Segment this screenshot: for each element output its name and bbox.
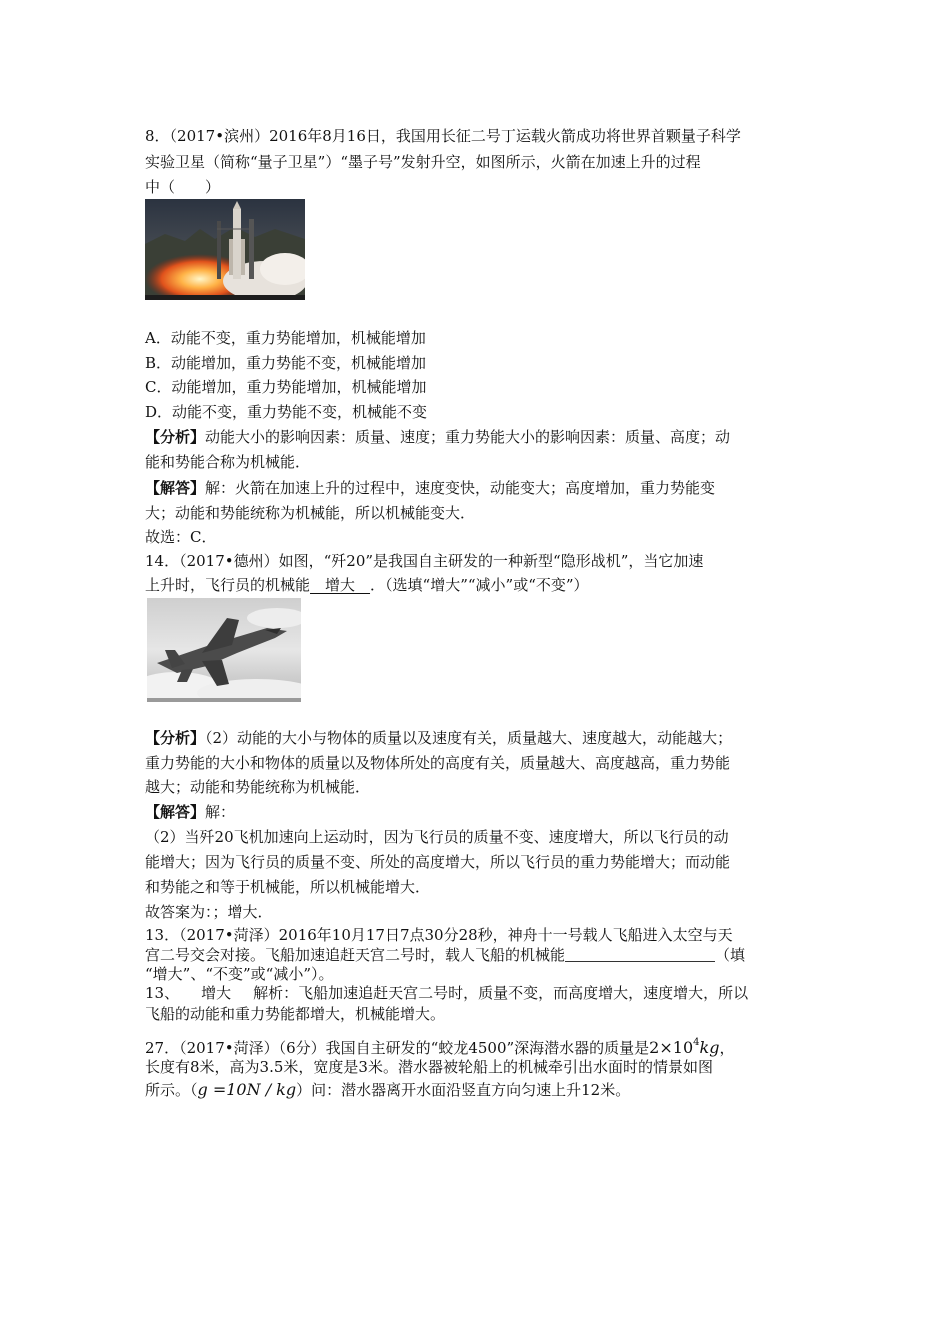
q27-line-3: [145, 1079, 630, 1101]
q14-analysis-line-2: 重力势能的大小和物体的质量以及物体所处的高度有关，质量越大、高度越高，重力势能: [145, 754, 731, 772]
q14-analysis-tag: 【分析】: [145, 729, 206, 747]
q27-line-1-post: ，: [719, 1039, 735, 1057]
q27-mass-exponent: 4: [693, 1037, 700, 1048]
q13-answer-explanation: 解析：飞船加速追赶天宫二号时，质量不变，而高度增大，速度增大，所以: [253, 984, 749, 1002]
q14-line-2-post: ．（选填“增大”“减小”或“不变”）: [370, 576, 589, 594]
q14-answer-line-1: （2）当歼20飞机加速向上运动时，因为飞行员的质量不变、速度增大，所以飞行员的动: [145, 828, 729, 846]
rocket-launch-image: [145, 199, 305, 300]
q27-line-2: 长度有8米，高为3.5米，宽度是3米。潜水器被轮船上的机械牵引出水面时的情景如图: [145, 1058, 713, 1076]
q8-analysis-text: 动能大小的影响因素：质量、速度；重力势能大小的影响因素：质量、高度；动: [205, 428, 731, 446]
q14-answer-blank: 增大: [310, 576, 371, 594]
q13-line-1: 13．（2017•菏泽）2016年10月17日7点30分28秒，神舟十一号载人飞船进入太空与天: [145, 926, 733, 944]
q8-analysis-line-2: 能和势能合称为机械能．: [145, 453, 311, 471]
q27-mass-unit: kg: [699, 1038, 720, 1057]
q8-option-c: C．动能增加，重力势能增加，机械能增加: [145, 378, 427, 396]
q14-analysis-line-3: 越大；动能和势能统称为机械能．: [145, 778, 371, 796]
q8-line-1: 8．（2017•滨州）2016年8月16日，我国用长征二号丁运载火箭成功将世界首颗量子科学: [145, 127, 741, 145]
q14-answer-line-3: 和势能之和等于机械能，所以机械能增大．: [145, 878, 431, 896]
q14-line-2: [145, 574, 589, 596]
q13-line-3: “增大”、“不变”或“减小”）。: [145, 965, 334, 983]
q14-analysis-text: （2）动能的大小与物体的质量以及速度有关，质量越大、速度越大，动能越大；: [205, 729, 733, 747]
q8-answer-text: 解：火箭在加速上升的过程中，速度变快，动能变大；高度增加，重力势能变: [205, 479, 716, 497]
q13-answer-word: 增大: [201, 984, 232, 1002]
q8-answer-tag: 【解答】: [145, 479, 206, 497]
q27-line-1: [145, 1032, 734, 1059]
q14-answer-line-0: [145, 801, 235, 823]
q13-line-2-post: （填: [715, 946, 746, 964]
q8-answer-line-1: [145, 477, 715, 499]
q8-option-d: D．动能不变，重力势能不变，机械能不变: [145, 403, 428, 421]
q13-answer-blank: [565, 947, 715, 962]
q27-line-1-pre: 27．（2017•菏泽）（6分）我国自主研发的“蛟龙4500”深海潜水器的质量是: [145, 1039, 650, 1057]
q8-choice: 故选：C．: [145, 528, 217, 546]
q13-line-2-pre: 宫二号交会对接。飞船加速追赶天宫二号时，载人飞船的机械能: [145, 946, 566, 964]
q14-answer-tag: 【解答】: [145, 803, 206, 821]
q8-option-a: A．动能不变，重力势能增加，机械能增加: [145, 329, 426, 347]
q8-analysis-tag: 【分析】: [145, 428, 206, 446]
q8-line-3: 中（ ）: [145, 178, 221, 196]
q27-mass-formula: [649, 1038, 719, 1057]
q8-answer-line-2: 大；动能和势能统称为机械能，所以机械能变大．: [145, 504, 476, 522]
q27-line-3-pre: 所示。（: [145, 1081, 198, 1099]
q14-final-answer: 故答案为：；增大．: [145, 903, 273, 921]
q13-answer-line-1: [145, 982, 748, 1004]
q8-line-2: 实验卫星（简称“量子卫星”）“墨子号”发射升空，如图所示，火箭在加速上升的过程: [145, 153, 701, 171]
q27-line-3-post: ）问：潜水器离开水面沿竖直方向匀速上升12米。: [296, 1081, 631, 1099]
q8-analysis-line-1: [145, 426, 730, 448]
q13-answer-number: 13、: [145, 984, 180, 1002]
q14-answer-head: 解：: [205, 803, 236, 821]
jet-fighter-image: [147, 598, 301, 702]
q27-g-formula: g =10N / kg: [197, 1080, 297, 1099]
q14-answer-line-2: 能增大；因为飞行员的质量不变、所处的高度增大，所以飞行员的重力势能增大；而动能: [145, 853, 731, 871]
q14-analysis-line-1: [145, 727, 732, 749]
q14-line-1: 14．（2017•德州）如图，“歼20”是我国自主研发的一种新型“隐形战机”，当它加速: [145, 552, 704, 570]
q14-line-2-pre: 上升时，飞行员的机械能: [145, 576, 311, 594]
q27-mass-coefficient: 2×10: [649, 1038, 694, 1057]
q13-answer-line-2: 飞船的动能和重力势能都增大，机械能增大。: [145, 1005, 446, 1023]
q8-option-b: B．动能增加，重力势能不变，机械能增加: [145, 354, 427, 372]
